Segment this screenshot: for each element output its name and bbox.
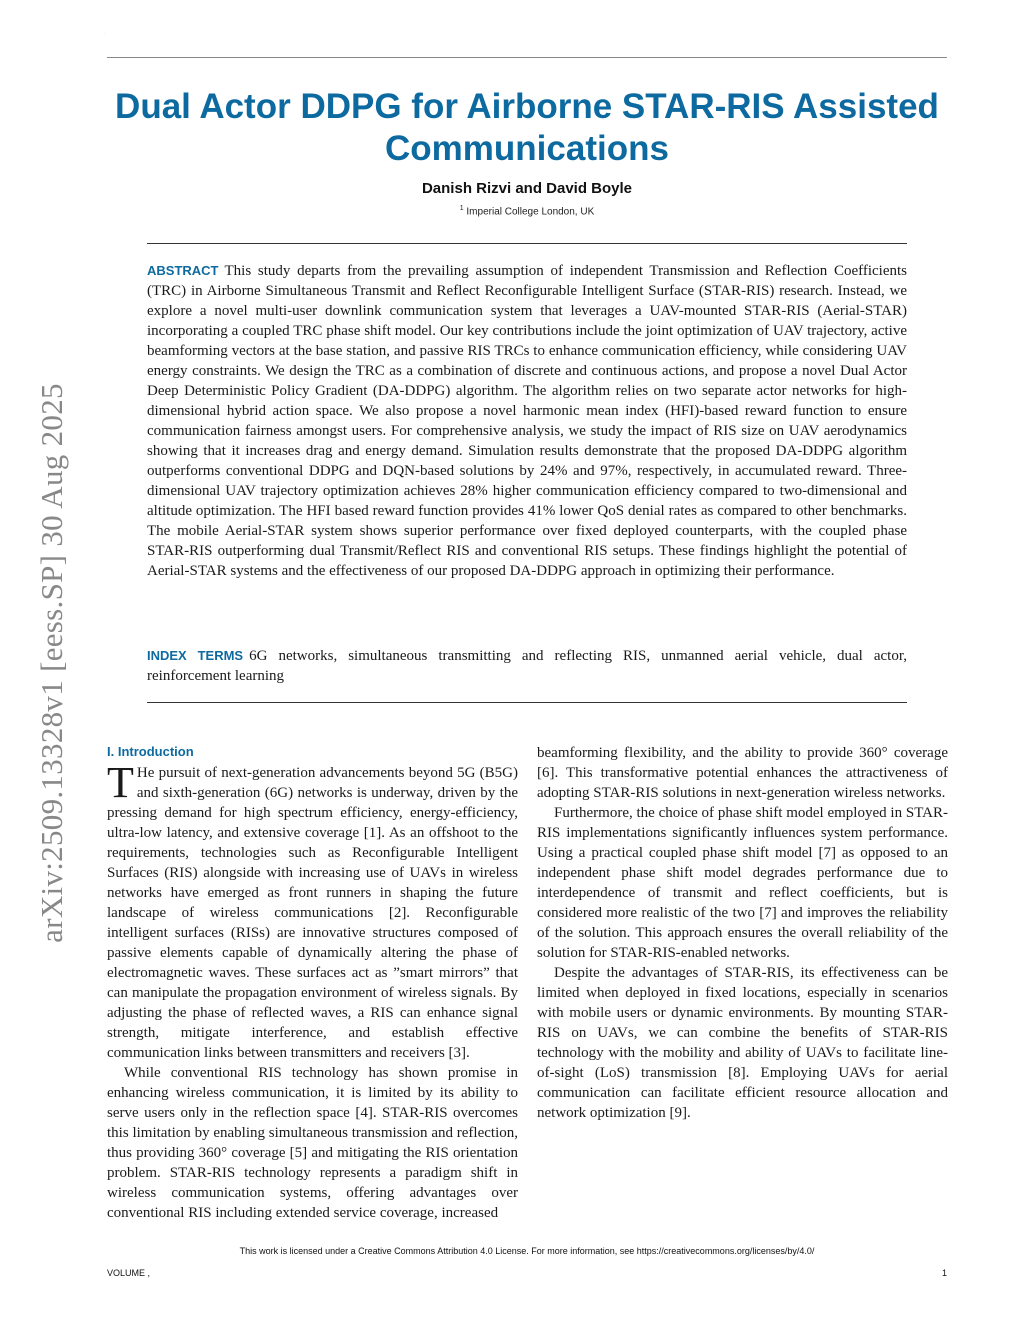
intro-paragraph-2: While conventional RIS technology has shown promise in enhancing wireless communication, it is limited by its ability to serve users only in the reflection space [4]. STAR-RIS overcomes this limitation by enabling simultaneous transmission and reflection, thus providing 360° coverage [5] and mitigating the RIS orientation problem. STAR-RIS technology represents a paradigm shift in wireless communication systems, offering advantages over conventional RIS including extended service coverage, increased xyxy=(107,1065,518,1221)
intro-paragraph-1-text: He pursuit of next-generation advancements beyond 5G (B5G) and sixth-generation (6G) networks is underway, driven by the pressing demand for high spectrum efficiency, energy-efficiency, ultra-low latency, and extensive coverage [1]. As an offshoot to the requirements, technologies such as Reconfigurable Intelligent Surfaces (RIS) alongside with increasing use of UAVs in wireless networks have emerged as front runners in shaping the future landscape of wireless communications [2]. Reconfigurable intelligent surfaces (RISs) are innovative structures composed of passive elements capable of dynamically altering the phase of electromagnetic waves. These surfaces act as ”smart mirrors” that can manipulate the propagation environment of wireless signals. By adjusting the phase of reflected waves, a RIS can enhance signal strength, mitigate interference, and establish effective communication links between transmitters and receivers [3]. xyxy=(107,765,518,1061)
paper-title: Dual Actor DDPG for Airborne STAR-RIS Assisted Communications xyxy=(115,87,939,168)
index-terms-label: INDEX TERMS xyxy=(147,648,244,663)
abstract-label: ABSTRACT xyxy=(147,263,219,278)
page-number: 1 xyxy=(941,1268,947,1278)
drop-cap: T xyxy=(107,758,134,807)
intro-paragraph-2-continued: beamforming flexibility, and the ability to provide 360° coverage [6]. This transformative potential enhances the attractiveness of adopting STAR-RIS solutions in next-generation wireless networks. xyxy=(537,745,948,801)
affiliation-text: Imperial College London, UK xyxy=(466,206,595,218)
abstract-bottom-rule xyxy=(147,702,907,703)
paper-authors: Danish Rizvi and David Boyle xyxy=(421,180,633,197)
abstract-text: This study departs from the prevailing assumption of independent Transmission and Reflection Coefficients (TRC) in Airborne Simultaneous Transmit and Reflect Reconfigurable Intelligent Surface (STAR-RIS) research. Instead, we explore a novel multi-user downlink communication system that leverages a UAV-mounted STAR-RIS (Aerial-STAR) incorporating a coupled TRC phase shift model. Our key contributions include the joint optimization of UAV trajectory, active beamforming vectors at the base station, and passive RIS TRCs to enhance communication efficiency, while considering UAV energy constraints. We design the TRC as a combination of discrete and continuous actions, and propose a novel Dual Actor Deep Deterministic Policy Gradient (DA-DDPG) algorithm. The algorithm relies on two separate actor networks for high-dimensional hybrid action space. We also propose a novel harmonic mean index (HFI)-based reward function to ensure communication fairness amongst users. For comprehensive analysis, we study the impact of RIS size on UAV aerodynamics showing that it increases drag and energy demand. Simulation results demonstrate that the proposed DA-DDPG algorithm outperforms conventional DDPG and DQN-based solutions by 24% and 97%, respectively, in accumulated reward. Three-dimensional UAV trajectory optimization achieves 28% higher communication efficiency compared to two-dimensional and altitude optimization. The HFI based reward function provides 41% lower QoS denial rates as compared to other benchmarks. The mobile Aerial-STAR system shows superior performance over fixed deployed counterparts, with the coupled phase STAR-RIS outperforming dual Transmit/Reflect RIS and conventional RIS setups. These findings highlight the potential of Aerial-STAR systems and the effectiveness of our proposed DA-DDPG approach in optimizing their performance. xyxy=(147,263,907,579)
abstract xyxy=(147,261,907,581)
body-column-right xyxy=(537,743,948,1123)
arxiv-stamp-text: arXiv:2509.13328v1 [eess.SP] 30 Aug 2025 xyxy=(34,383,69,943)
corner-mark: . xyxy=(104,30,105,35)
intro-paragraph-3: Furthermore, the choice of phase shift model employed in STAR-RIS implementations significantly influences system performance. Using a practical coupled phase shift model [7] as opposed to an independent phase shift model degrades performance due to interdependence of transmit and reflect coefficients, but is considered more realistic of the two [7] and improves the reliability of the solution. This approach ensures the overall reliability of the solution for STAR-RIS-enabled networks. xyxy=(537,805,948,961)
index-terms-text: 6G networks, simultaneous transmitting and reflecting RIS, unmanned aerial vehicle, dual actor, reinforcement learning xyxy=(147,648,907,684)
intro-paragraph-4: Despite the advantages of STAR-RIS, its effectiveness can be limited when deployed in fixed locations, especially in scenarios with mobile users or dynamic environments. By mounting STAR-RIS on UAVs, we can combine the benefits of STAR-RIS technology with the mobility and ability of UAVs to facilitate line-of-sight (LoS) transmission [8]. Employing UAVs for aerial communication can facilitate efficient resource allocation and network optimization [9]. xyxy=(537,965,948,1121)
abstract-top-rule xyxy=(147,243,907,244)
volume-label: VOLUME , xyxy=(107,1268,151,1278)
affiliation xyxy=(107,205,947,217)
section-heading: I. Introduction xyxy=(107,744,194,759)
license-note: This work is licensed under a Creative Commons Attribution 4.0 License. For more information, see https://creativecommons.org/licenses/by/4.0/ xyxy=(239,1246,815,1256)
intro-paragraph-1 xyxy=(107,758,518,1063)
index-terms xyxy=(147,646,907,686)
affiliation-marker: 1 xyxy=(459,205,464,212)
body-column-left xyxy=(107,743,518,1223)
header-rule xyxy=(107,57,947,58)
